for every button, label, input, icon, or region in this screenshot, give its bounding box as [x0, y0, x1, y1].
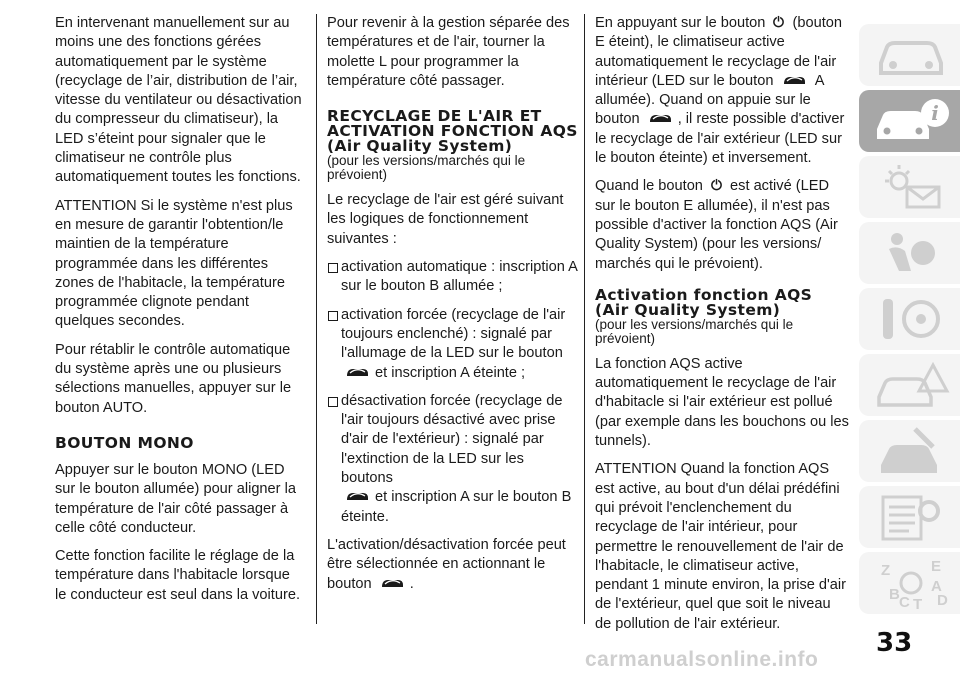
list-item-text: activation automatique : inscription A sur le bouton B allumée ;: [341, 259, 578, 295]
tab-car[interactable]: [859, 24, 960, 86]
paragraph: Pour rétablir le contrôle automatique du système après une ou plusieurs sélections manuelles, appuyer sur le bouton AUTO.: [55, 341, 292, 416]
list-item-text: et inscription A éteinte ;: [375, 364, 526, 381]
emergency-icon: [871, 359, 951, 411]
paragraph: Pour revenir à la gestion séparée des températures et de l'air, tourner la molette L pour programmer la température côté passager.: [327, 15, 570, 89]
list-item-text: activation forcée (recyclage de l'air toujours enclenché) : signalé par l'allumage de la LED sur le bouton: [341, 306, 566, 362]
checkbox-list: [327, 258, 579, 527]
column-divider: [584, 14, 585, 624]
paragraph-text: Quand le bouton: [595, 178, 703, 195]
power-icon: [710, 178, 723, 191]
steering-key-icon: [871, 293, 951, 345]
index-icon: [871, 557, 951, 609]
index-letter: T: [913, 596, 923, 609]
tab-technical-data[interactable]: [859, 486, 960, 548]
column-3: [595, 14, 850, 643]
paragraph: [595, 177, 850, 273]
power-icon: [772, 15, 785, 28]
recirculation-icon: [380, 577, 406, 589]
watermark: carmanualsonline.info: [585, 648, 819, 671]
paragraph-text: (bouton E éteint), le climatiseur active automatiquement le recyclage de l'air intérieur (LED sur le bouton: [595, 15, 843, 89]
section-heading: Activation fonction AQS (Air Quality System): [595, 285, 813, 319]
paragraph: [327, 536, 579, 594]
tab-index[interactable]: [859, 552, 960, 614]
recirculation-icon: [345, 366, 371, 378]
paragraph: En intervenant manuellement sur au moins une des fonctions gérées automatiquement par le système (recyclage de l’air, distribution de l’air, vitesse du ventilateur ou désactivation du compresseur du climatiseur), la LED s’éteint pour signaler que le climatiseur ne contrôle plus automatiquement toutes les fonctions.: [55, 15, 302, 186]
list-item-text: et inscription A sur le bouton B éteinte.: [341, 489, 572, 525]
paragraph: Cette fonction facilite le réglage de la température dans l'habitacle lorsque le conducteur est seul dans la voiture.: [55, 548, 300, 603]
technical-data-icon: [871, 491, 951, 543]
paragraph-text: , il reste possible d'activer le recyclage de l'air extérieur (LED sur le bouton éteinte) et inversement.: [595, 111, 845, 167]
tab-car-info[interactable]: [859, 90, 960, 152]
column-divider: [316, 14, 317, 624]
tab-maintenance[interactable]: [859, 420, 960, 482]
recirculation-icon: [648, 112, 674, 124]
tab-emergency[interactable]: [859, 354, 960, 416]
page-number: 33: [876, 628, 913, 658]
index-letter: A: [931, 578, 942, 595]
column-1: [55, 14, 305, 614]
chapter-sidebar: [859, 24, 960, 624]
car-info-icon: [871, 95, 951, 147]
tab-warning-lights[interactable]: [859, 156, 960, 218]
index-letter: Z: [881, 562, 891, 579]
svg-text:i: i: [931, 101, 939, 125]
index-letter: C: [899, 594, 910, 609]
paragraph-text: est activé (LED sur le bouton E allumée), il n'est pas possible d'activer la fonction AQS (Air Quality System) (pour les versions/ marchés qui le prévoient).: [595, 178, 838, 272]
tab-starting-driving[interactable]: [859, 288, 960, 350]
section-subtitle: (pour les versions/marchés qui le prévoient): [327, 153, 526, 183]
maintenance-icon: [871, 425, 951, 477]
tab-safety[interactable]: [859, 222, 960, 284]
index-letter: D: [937, 592, 948, 609]
paragraph: ATTENTION Quand la fonction AQS est active, au bout d'un délai prédéfini qui prévoit l'enclenchement du recyclage de l'air intérieur, pour permettre le renouvellement de l'air de l'habitacle, le climatiseur active, pendant 1 minute environ, la prise d'air de l'extérieur, quel que soit le niveau de pollution de l'air extérieur.: [595, 461, 847, 632]
warning-lights-icon: [871, 161, 951, 213]
recirculation-icon: [345, 490, 371, 502]
paragraph: [595, 14, 850, 168]
paragraph-text: .: [409, 575, 414, 592]
airbag-icon: [871, 227, 951, 279]
paragraph: ATTENTION Si le système n'est plus en mesure de garantir l'obtention/le maintien de la température programmée dans les différentes zones de l'habitacle, la température programmée clignote pendant quelques secondes.: [55, 197, 293, 330]
recirculation-icon: [782, 74, 808, 86]
paragraph-text: En appuyant sur le bouton: [595, 15, 766, 31]
list-item: [327, 392, 579, 527]
paragraph: Le recyclage de l'air est géré suivant les logiques de fonctionnement suivantes :: [327, 192, 564, 247]
list-item: [327, 306, 579, 383]
list-item: [327, 258, 579, 297]
paragraph-text: L'activation/désactivation forcée peut être sélectionnée en actionnant le bouton: [327, 536, 566, 592]
car-icon: [871, 29, 951, 81]
paragraph: Appuyer sur le bouton MONO (LED sur le bouton allumée) pour aligner la température de l'air côté passager à celle côté conducteur.: [55, 461, 296, 536]
paragraph-text: A allumée). Quand on appuie sur le bouton: [595, 72, 824, 128]
section-heading: RECYCLAGE DE L'AIR ET ACTIVATION FONCTION AQS (Air Quality System): [327, 107, 578, 156]
column-2: [327, 14, 579, 603]
paragraph: La fonction AQS active automatiquement le recyclage de l'air d'habitacle si l'air extérieur est pollué (par exemple dans les bouchons ou les tunnels).: [595, 355, 849, 450]
index-letter: B: [889, 586, 900, 603]
list-item-text: désactivation forcée (recyclage de l'air toujours désactivé avec prise d'air de l'extérieur) : signalé par l'extinction de la LED sur les boutons: [341, 392, 563, 487]
index-letter: E: [931, 558, 942, 575]
section-subtitle: (pour les versions/marchés qui le prévoient): [595, 316, 794, 346]
section-heading: BOUTON MONO: [55, 433, 194, 452]
